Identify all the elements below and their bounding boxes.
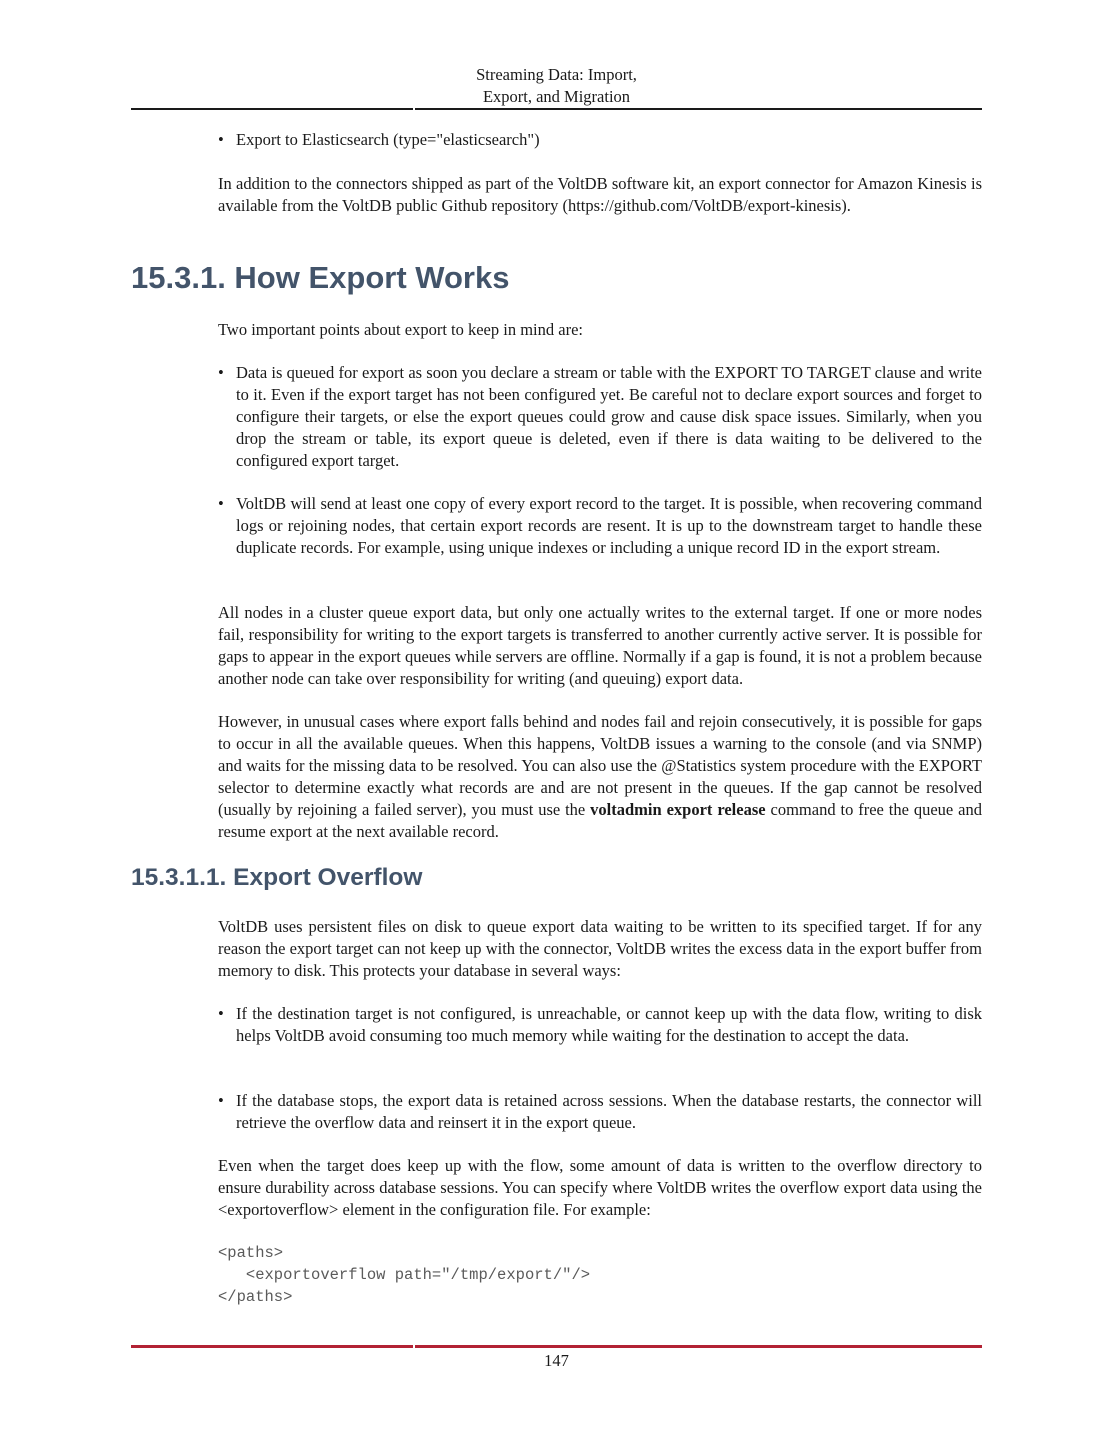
paragraph-gaps-text-start: However, in unusual cases where export falls behind and nodes fail and rejoin consecutively, it is possible for gaps to occur in all the available queues. When this happens, VoltDB issues a warning to the console (and via SNMP) and waits for the missing data to be resolved. You can also use the @Statistics system procedure with the EXPORT selector to determine exactly what records are and are not present in the queues. If the gap cannot be resolved (usually by rejoining a failed server), you must use the (218, 712, 982, 819)
list-item-memory (218, 1003, 982, 1047)
list-item-retained (218, 1090, 982, 1134)
running-header-line-2: Export, and Migration (482, 87, 631, 106)
paragraph-gaps-text-end: command to free the queue and resume export at the next available record. (218, 800, 982, 841)
paragraph-nodes: All nodes in a cluster queue export data, but only one actually writes to the external target. If one or more nodes fail, responsibility for writing to the export targets is transferred to another currently active server. It is possible for gaps to appear in the export queues while servers are offline. Normally if a gap is found, it is not a problem because another node can take over responsibility for writing (and queuing) export data. (218, 603, 982, 688)
paragraph-overflow-intro: VoltDB uses persistent files on disk to queue export data waiting to be written to its specified target. If for any reason the export target can not keep up with the connector, VoltDB writes the excess data in the export buffer from memory to disk. This protects your database in several ways: (218, 917, 982, 980)
list-item-text: If the destination target is not configured, is unreachable, or cannot keep up with the data flow, writing to disk helps VoltDB avoid consuming too much memory while waiting for the destination to accept the data. (236, 1004, 982, 1045)
bullet-marker: • (218, 1004, 224, 1023)
bullet-marker: • (218, 494, 224, 513)
command-voltadmin-export-release: voltadmin export release (590, 800, 766, 819)
paragraph-durability: Even when the target does keep up with the flow, some amount of data is written to the overflow directory to ensure durability across database sessions. You can specify where VoltDB writes the overflow export data using the <exportoverflow> element in the configuration file. For example: (218, 1156, 982, 1219)
list-item-duplicates (218, 493, 982, 559)
bullet-marker: • (218, 1091, 224, 1110)
paragraph-gaps (218, 711, 982, 843)
code-example-paths: <paths> <exportoverflow path="/tmp/export/"/> </paths> (218, 1244, 591, 1306)
bullet-marker: • (218, 363, 224, 382)
section-heading-how-export-works: 15.3.1. How Export Works (131, 260, 510, 295)
list-item-text: Export to Elasticsearch (type="elasticsearch") (236, 130, 540, 149)
running-header-line-1: Streaming Data: Import, (476, 65, 637, 84)
paragraph-lead: Two important points about export to keep in mind are: (218, 320, 583, 339)
bullet-marker: • (218, 130, 224, 149)
list-item-text: Data is queued for export as soon you declare a stream or table with the EXPORT TO TARGET clause and write to it. Even if the export target has not been configured yet. Be careful not to declare export sources and forget to configure their targets, or else the export queues could grow and cause disk space issues. Similarly, when you drop the stream or table, its export queue is deleted, even if there is data waiting to be delivered to the configured export target. (236, 363, 982, 470)
list-item-text: If the database stops, the export data is retained across sessions. When the database restarts, the connector will retrieve the overflow data and reinsert it in the export queue. (236, 1091, 982, 1132)
page-number: 147 (544, 1351, 569, 1370)
list-item-text: VoltDB will send at least one copy of every export record to the target. It is possible, when recovering command logs or rejoining nodes, that certain export records are resent. It is up to the downstream target to handle these duplicate records. For example, using unique indexes or including a unique record ID in the export stream. (236, 494, 982, 557)
paragraph-kinesis: In addition to the connectors shipped as part of the VoltDB software kit, an export connector for Amazon Kinesis is available from the VoltDB public Github repository (https://github.com/VoltDB/export-kinesis). (218, 174, 982, 215)
section-heading-export-overflow: 15.3.1.1. Export Overflow (131, 864, 423, 891)
footer-rule-gap (413, 1344, 415, 1349)
header-rule (131, 108, 982, 110)
footer-rule (131, 1345, 982, 1348)
list-item-elasticsearch (218, 129, 982, 151)
running-header (0, 64, 1113, 108)
header-rule-gap (413, 107, 415, 111)
list-item-queue (218, 362, 982, 472)
